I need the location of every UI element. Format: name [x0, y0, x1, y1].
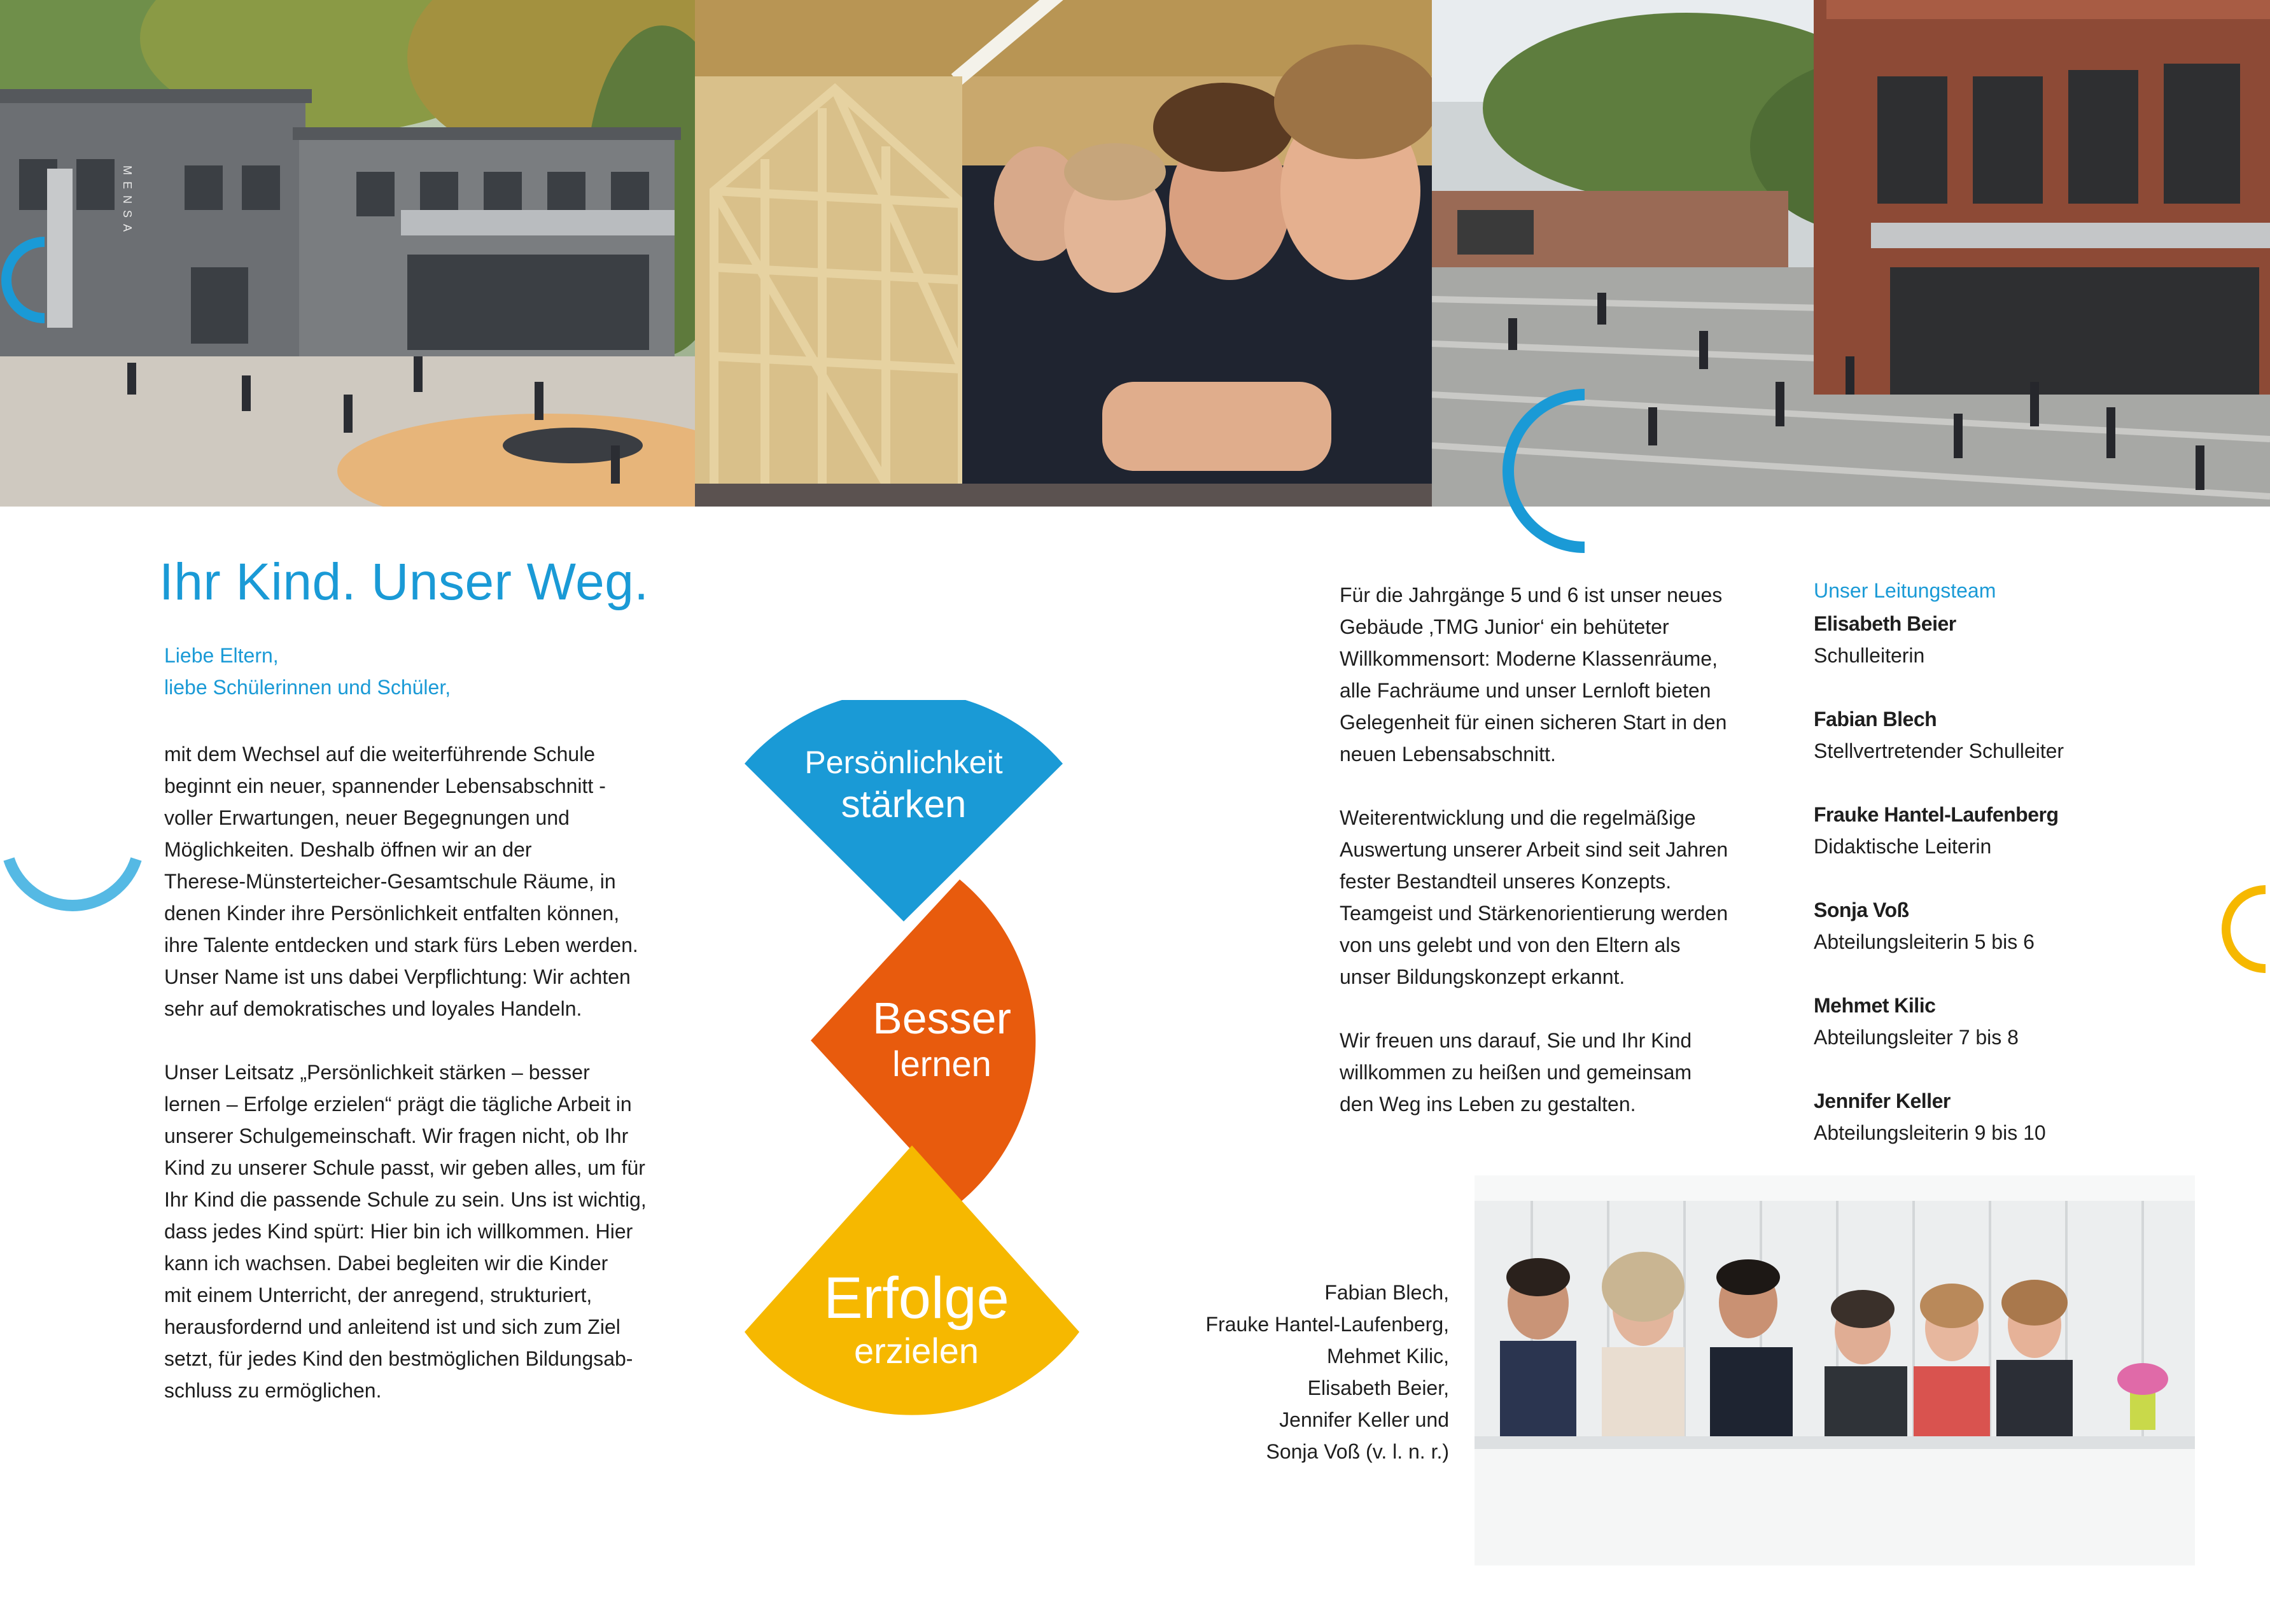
caption-line: Fabian Blech,	[1324, 1281, 1449, 1304]
member-name: Fabian Blech	[1814, 708, 1937, 731]
decorative-arc-top-left	[0, 229, 57, 331]
team-member	[1814, 894, 2035, 958]
text-line: Für die Jahrgänge 5 und 6 ist unser neues	[1340, 584, 1723, 606]
text-line: dass jedes Kind spürt: Hier bin ich willkommen. Hier	[164, 1220, 633, 1243]
text-line: fester Bestandteil unseres Konzepts.	[1340, 870, 1672, 893]
text-line: Kind zu unserer Schule passt, wir geben alles, um für	[164, 1156, 645, 1179]
text-line: sehr auf demokratisches und loyales Handeln.	[164, 997, 582, 1020]
caption-line: Frauke Hantel-Laufenberg,	[1205, 1313, 1449, 1336]
intro-paragraph	[164, 738, 638, 1025]
mensa-sign: MENSA	[121, 165, 134, 239]
text-line: schluss zu ermöglichen.	[164, 1379, 382, 1402]
decorative-arc-photo	[1496, 382, 1610, 560]
text-line: unser Bildungskonzept erkannt.	[1340, 965, 1625, 988]
text-line: Willkommensort: Moderne Klassenräume,	[1340, 647, 1718, 670]
motto-top-line1: Persönlichkeit	[804, 745, 1003, 780]
motto-bottom-line2: erzielen	[853, 1331, 979, 1371]
motto-middle-line1: Besser	[872, 993, 1011, 1043]
text-line: Wir freuen uns darauf, Sie und Ihr Kind	[1340, 1029, 1692, 1052]
greeting	[164, 640, 451, 703]
text-line: Gelegenheit für einen sicheren Start in den	[1340, 711, 1727, 734]
text-line: willkommen zu heißen und gemeinsam	[1340, 1061, 1692, 1084]
students-model-photo	[695, 0, 1432, 507]
motto-bottom-line1: Erfolge	[823, 1266, 1009, 1331]
member-name: Sonja Voß	[1814, 899, 1909, 921]
member-name: Jennifer Keller	[1814, 1089, 1951, 1112]
text-line: ihre Talente entdecken und stark fürs Leben werden.	[164, 934, 638, 956]
text-line: kann ich wachsen. Dabei begleiten wir die Kinder	[164, 1252, 608, 1275]
motto-middle-label	[846, 993, 1037, 1084]
text-line: setzt, für jedes Kind den bestmöglichen Bildungsab-	[164, 1347, 633, 1370]
team-heading: Unser Leitungsteam	[1814, 579, 1996, 602]
team-member	[1814, 799, 2059, 862]
member-name: Frauke Hantel-Laufenberg	[1814, 803, 2059, 826]
greeting-line: liebe Schülerinnen und Schüler,	[164, 676, 451, 699]
caption-line: Jennifer Keller und	[1279, 1408, 1449, 1431]
member-role: Stellvertretender Schulleiter	[1814, 739, 2064, 762]
text-line: Unser Leitsatz „Persönlichkeit stärken – besser	[164, 1061, 590, 1084]
text-line: Möglichkeiten. Deshalb öffnen wir an der	[164, 838, 532, 861]
text-line: unserer Schulgemeinschaft. Wir fragen nicht, ob Ihr	[164, 1124, 629, 1147]
text-line: beginnt ein neuer, spannender Lebensabschnitt -	[164, 774, 606, 797]
photo-caption	[1206, 1277, 1449, 1467]
leitsatz-paragraph	[164, 1056, 647, 1406]
text-line: Ihr Kind die passende Schule zu sein. Uns ist wichtig,	[164, 1188, 647, 1211]
team-member	[1814, 990, 2019, 1053]
member-role: Abteilungsleiterin 5 bis 6	[1814, 930, 2035, 953]
school-building-photo	[0, 0, 695, 507]
member-role: Abteilungsleiter 7 bis 8	[1814, 1026, 2019, 1049]
text-line: voller Erwartungen, neuer Begegnungen und	[164, 806, 570, 829]
caption-line: Mehmet Kilic,	[1326, 1345, 1449, 1368]
welcome-paragraph	[1340, 1025, 1692, 1120]
page-title: Ihr Kind. Unser Weg.	[159, 553, 649, 611]
decorative-arc-right	[2202, 878, 2270, 980]
team-member	[1814, 1085, 2046, 1149]
text-line: Gebäude ‚TMG Junior‘ ein behüteter	[1340, 615, 1669, 638]
text-line: Weiterentwicklung und die regelmäßige	[1340, 806, 1696, 829]
member-role: Didaktische Leiterin	[1814, 835, 1992, 858]
text-line: den Weg ins Leben zu gestalten.	[1340, 1093, 1636, 1116]
development-paragraph	[1340, 802, 1728, 993]
text-line: Auswertung unserer Arbeit sind seit Jahren	[1340, 838, 1728, 861]
text-line: denen Kinder ihre Persönlichkeit entfalten können,	[164, 902, 620, 925]
text-line: herausfordernd und anleitend ist und sich zum Ziel	[164, 1315, 620, 1338]
member-role: Abteilungsleiterin 9 bis 10	[1814, 1121, 2046, 1144]
text-line: von uns gelebt und von den Eltern als	[1340, 934, 1681, 956]
motto-bottom-label	[770, 1266, 1063, 1372]
member-role: Schulleiterin	[1814, 644, 1925, 667]
text-line: lernen – Erfolge erzielen“ prägt die tägliche Arbeit in	[164, 1093, 632, 1116]
team-member	[1814, 608, 1956, 671]
decorative-arc-left	[0, 821, 153, 942]
junior-paragraph	[1340, 579, 1727, 770]
text-line: Therese-Münsterteicher-Gesamtschule Räume, in	[164, 870, 616, 893]
text-line: mit dem Wechsel auf die weiterführende Schule	[164, 743, 596, 766]
team-member	[1814, 703, 2064, 767]
text-line: neuen Lebensabschnitt.	[1340, 743, 1556, 766]
member-name: Mehmet Kilic	[1814, 994, 1936, 1017]
caption-line: Sonja Voß (v. l. n. r.)	[1266, 1440, 1449, 1463]
greeting-line: Liebe Eltern,	[164, 644, 279, 667]
text-line: mit einem Unterricht, der anregend, strukturiert,	[164, 1284, 592, 1306]
caption-line: Elisabeth Beier,	[1307, 1376, 1449, 1399]
motto-middle-line2: lernen	[892, 1044, 991, 1084]
member-name: Elisabeth Beier	[1814, 612, 1956, 635]
text-line: Unser Name ist uns dabei Verpflichtung: Wir achten	[164, 965, 631, 988]
text-line: Teamgeist und Stärkenorientierung werden	[1340, 902, 1728, 925]
leadership-team-photo	[1475, 1175, 2195, 1565]
motto-top-line2: stärken	[841, 783, 967, 825]
text-line: alle Fachräume und unser Lernloft bieten	[1340, 679, 1711, 702]
motto-top-label	[764, 741, 1044, 825]
